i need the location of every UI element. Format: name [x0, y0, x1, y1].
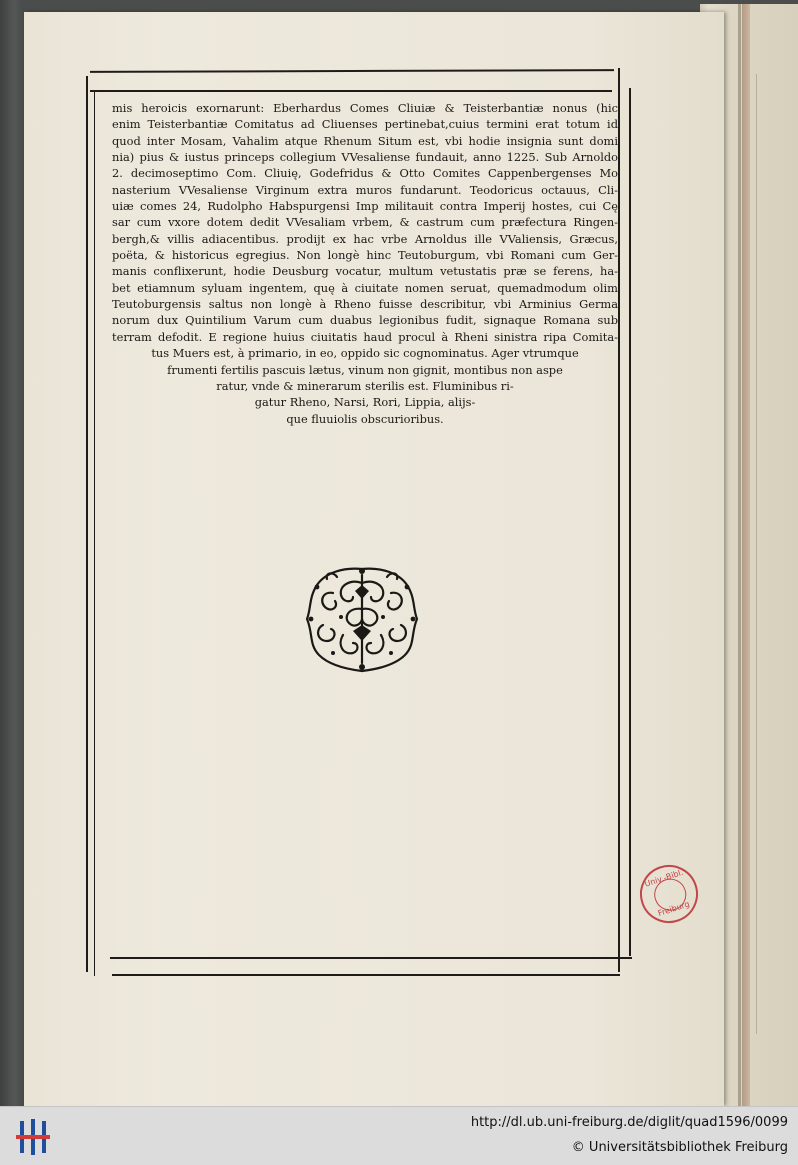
text-line: que fluuiolis obscurioribus.: [286, 411, 444, 426]
text-line: sar cum vxore dotem dedit VVesaliam vrbem, & castrum cum præfectura Ringen-: [112, 215, 618, 230]
text-line: quod inter Mosam, Vahalim atque Rhenum Situm est, vbi hodie insignia sunt domi: [112, 133, 618, 148]
next-page-show-through: [756, 74, 798, 1034]
text-line: Teutoburgensis saltus non longè à Rheno fuisse describitur, vbi Arminius Germa: [112, 297, 618, 312]
text-line: poëta, & historicus egregius. Non longè hinc Teutoburgum, vbi Romani cum Ger-: [112, 248, 618, 263]
printers-ornament-icon: [303, 563, 421, 675]
permalink-url[interactable]: http://dl.ub.uni-freiburg.de/diglit/quad1596/0099: [470, 1115, 788, 1130]
frame-rule-bottom: [112, 974, 620, 976]
text-line: manis conflixerunt, hodie Deusburg vocatur, multum vetustatis præ se ferens, ha-: [112, 264, 618, 279]
text-line: uiæ comes 24, Rudolpho Habspurgensi Imp militauit contra Imperij hostes, cui Cę: [112, 199, 618, 214]
text-line: tus Muers est, à primario, in eo, oppido sic cognominatus. Ager vtrumque: [151, 346, 579, 361]
text-line: gatur Rheno, Narsi, Rori, Lippia, alijs-: [254, 395, 476, 410]
text-line: frumenti fertilis pascuis lætus, vinum non gignit, montibus non aspe: [167, 362, 563, 377]
text-line: enim Teisterbantiæ Comitatus ad Cliuenses pertinebat,cuius termini erat totum id: [112, 117, 618, 132]
stamp-text-bottom: Freiburg: [656, 899, 691, 919]
text-line: norum dux Quintilium Varum cum duabus legionibus fudit, signaque Romana sub: [112, 313, 618, 328]
text-line: terram defodit. E regione huius ciuitatis haud procul à Rheni sinistra ripa Comita-: [112, 329, 618, 344]
text-line: bet etiamnum syluam ingentem, quę à ciuitate nomen seruat, quemadmodum olim: [112, 280, 618, 295]
stamp-text-top: Univ.-Bibl.: [643, 867, 685, 889]
text-line: mis heroicis exornarunt: Eberhardus Comes Cliuiæ & Teisterbantiæ nonus (hic: [112, 101, 618, 115]
text-line: nia) pius & iustus princeps collegium VVesaliense fundauit, anno 1225. Sub Arnoldo: [112, 150, 618, 165]
frame-rule-left-inner: [94, 92, 95, 976]
text-line: nasterium VVesaliense Virginum extra muros fundarunt. Teodoricus octauus, Cli-: [112, 182, 618, 197]
frame-rule-top-inner: [90, 90, 612, 92]
viewer-footer: [0, 1106, 798, 1165]
university-logo-icon: [16, 1117, 50, 1157]
text-line: ratur, vnde & minerarum sterilis est. Fluminibus ri-: [216, 378, 514, 393]
page-fold: [738, 4, 741, 1106]
latin-text-block: [112, 100, 618, 427]
frame-rule-bottom-inner: [110, 957, 632, 959]
frame-rule-right-inner: [629, 88, 631, 956]
copyright-notice: © Universitätsbibliothek Freiburg: [571, 1140, 788, 1155]
text-line: bergh,& villis adiacentibus. prodijt ex hac vrbe Arnoldus ille VValiensis, Græcus,: [112, 231, 618, 246]
frame-rule-right: [618, 68, 620, 972]
frame-rule-left: [86, 76, 88, 972]
text-line: 2. decimoseptimo Com. Cliuię, Godefridus & Otto Comites Cappenbergenses Mo: [112, 166, 618, 181]
book-edge: [742, 4, 750, 1106]
